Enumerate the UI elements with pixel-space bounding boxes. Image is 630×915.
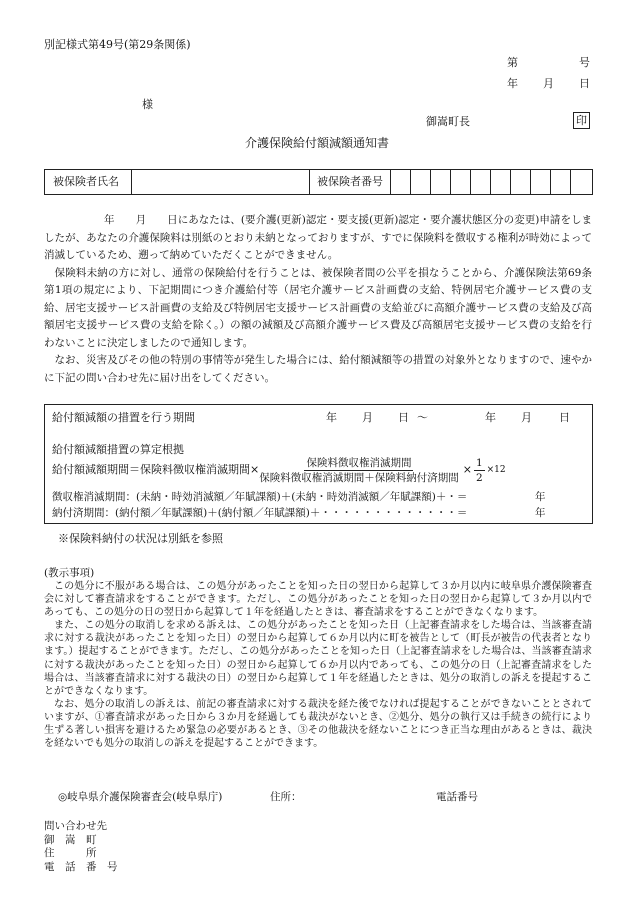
date-month: 月 xyxy=(543,77,554,90)
digit-box xyxy=(450,170,451,194)
form-label: 別記様式第49号(第29条関係) xyxy=(44,38,191,51)
number-suffix: 号 xyxy=(579,56,590,69)
review-address-label: 住所： xyxy=(270,791,302,803)
document-title: 介護保険給付額減額通知書 xyxy=(245,136,390,150)
collection-period-line: 徴収権消滅期間：(未納・時効消滅額／年賦課額)＋(未納・時効消滅額／年賦課額)＋・＝ xyxy=(52,491,468,503)
digit-box xyxy=(530,170,531,194)
number-prefix: 第 xyxy=(507,56,518,69)
digit-box xyxy=(390,170,391,194)
digit-box xyxy=(430,170,431,194)
instruction-heading: (教示事項) xyxy=(44,567,95,579)
instruction-text xyxy=(44,580,592,750)
paragraph-reduction: 保険料未納の方に対し、通常の保険給付を行うことは、被保険者間の公平を損なうことから、介護保険法第69条第1項の規定により、下記期間につき介護給付等（居宅介護サービス計画費の支給、特例居宅介護サービス費の支給、居宅支援サービス計画費の支給及び特例居宅支援サービス計画費の支給並びに高額介護サービス費の支給及び高額居宅支援サービス費の支給を除く。）の額の減額及び高額介護サービス費及び高額居宅支援サービス費の支給を行わないことに決定しましたので通知します。 xyxy=(44,266,592,349)
contact-address: 住 所 xyxy=(44,847,97,859)
divider xyxy=(309,170,310,194)
date-year: 年 xyxy=(507,77,518,90)
contact-phone: 電 話 番 号 xyxy=(44,860,118,873)
digit-box xyxy=(470,170,471,194)
issuer: 御嵩町長 xyxy=(426,115,470,128)
digit-box xyxy=(410,170,411,194)
from-year: 年 xyxy=(326,411,337,424)
digit-box xyxy=(490,170,491,194)
contact-block xyxy=(44,820,118,874)
formula-times: × xyxy=(462,463,472,476)
to-year: 年 xyxy=(485,411,496,424)
contact-heading: 問い合わせ先 xyxy=(44,820,107,832)
contact-org: 御 嵩 町 xyxy=(44,833,97,846)
formula-tail: ×12 xyxy=(486,465,506,475)
digit-box xyxy=(510,170,511,194)
divider xyxy=(131,170,132,194)
seal-stamp: 印 xyxy=(573,112,590,129)
instruction-review: この処分に不服がある場合は、この処分があったことを知った日の翌日から起算して３か月以内に岐阜県介護保険審査会に対して審査請求をすることができます。ただし、この処分があったことを知った日の翌日から起算して３か月以内であっても、この処分の日の翌日から起算して１年を経過したときは、審査請求をすることができなくなります。 xyxy=(44,581,592,619)
half-denominator: 2 xyxy=(475,471,483,484)
paid-period-line: 納付済期間：(納付額／年賦課額)＋(納付額／年賦課額)＋・・・・・・・・・・・・・＝ xyxy=(52,507,468,519)
period-label: 給付額減額の措置を行う期間 xyxy=(52,411,195,424)
body-text xyxy=(44,212,592,387)
digit-box xyxy=(570,170,571,194)
basis-label: 給付額減額措置の算定根拠 xyxy=(52,443,184,456)
to-month: 月 xyxy=(521,411,532,424)
to-day: 日 xyxy=(559,411,570,424)
date-day: 日 xyxy=(579,77,590,90)
tilde: ～ xyxy=(417,411,428,424)
review-office: ◎岐阜県介護保険審査会(岐阜県庁) xyxy=(58,791,223,803)
half-fraction xyxy=(474,456,485,485)
formula-denominator: 保険料徴収権消滅期間＋保険料納付済期間 xyxy=(259,471,459,484)
insured-name-label: 被保険者氏名 xyxy=(53,175,119,188)
review-phone-label: 電話番号 xyxy=(436,791,478,803)
formula xyxy=(52,456,506,484)
from-month: 月 xyxy=(362,411,373,424)
from-day: 日 xyxy=(398,411,409,424)
paragraph-notice: 年 月 日にあなたは、(要介護(更新)認定・要支援(更新)認定・要介護状態区分の変更)申請をしましたが、あなたの介護保険料は別紙のとおり未納となっておりますが、すでに保険料を徴収する権利が時効によって消滅しているため、遡って納めていただくことができません。 xyxy=(44,214,592,261)
instruction-exception: なお、処分の取消しの訴えは、前記の審査請求に対する裁決を経た後でなければ提起することができないこととされていますが、①審査請求があった日から３か月を経過しても裁決がないとき、②処分、処分の執行又は手続きの続行により生ずる著しい損害を避けるため緊急の必要があるとき、③その他裁決を経ないことにつき正当な理由があるときは、裁決を経ないでも処分の取消しの訴えを提起することができます。 xyxy=(44,698,592,750)
footnote: ※保険料納付の状況は別紙を参照 xyxy=(58,532,223,545)
collection-period-unit: 年 xyxy=(535,491,546,503)
instruction-lawsuit: また、この処分の取消しを求める訴えは、この処分があったことを知った日（上記審査請求をした場合は、当該審査請求に対する裁決があったことを知った日）の翌日から起算して６か月以内に町を被告として（町長が被告の代表者となります。）提起することができます。ただし、この処分があったことを知った日（上記審査請求をした場合は、当該審査請求に対する裁決があったことを知った日）の翌日から起算して６か月以内であっても、この処分の日（上記審査請求をした場合は、当該審査請求に対する裁決の日）の翌日から起算して１年を経過したときは、処分の取消しの訴えを提起することができなくなります。 xyxy=(44,620,592,697)
insured-table xyxy=(44,169,593,195)
formula-numerator: 保険料徴収権消滅期間 xyxy=(306,456,412,469)
paragraph-exception: なお、災害及びその他の特別の事情等が発生した場合には、給付額減額等の措置の対象外となりますので、速やかに下記の問い合わせ先に届け出をしてください。 xyxy=(44,354,592,384)
formula-fraction xyxy=(259,456,459,485)
insured-number-label: 被保険者番号 xyxy=(317,175,383,188)
paid-period-unit: 年 xyxy=(535,507,546,519)
reduction-box xyxy=(44,404,593,524)
formula-lhs: 給付額減額期間＝保険料徴収権消滅期間× xyxy=(52,463,260,476)
digit-box xyxy=(550,170,551,194)
half-numerator: 1 xyxy=(475,456,483,469)
addressee-suffix: 様 xyxy=(142,98,153,111)
